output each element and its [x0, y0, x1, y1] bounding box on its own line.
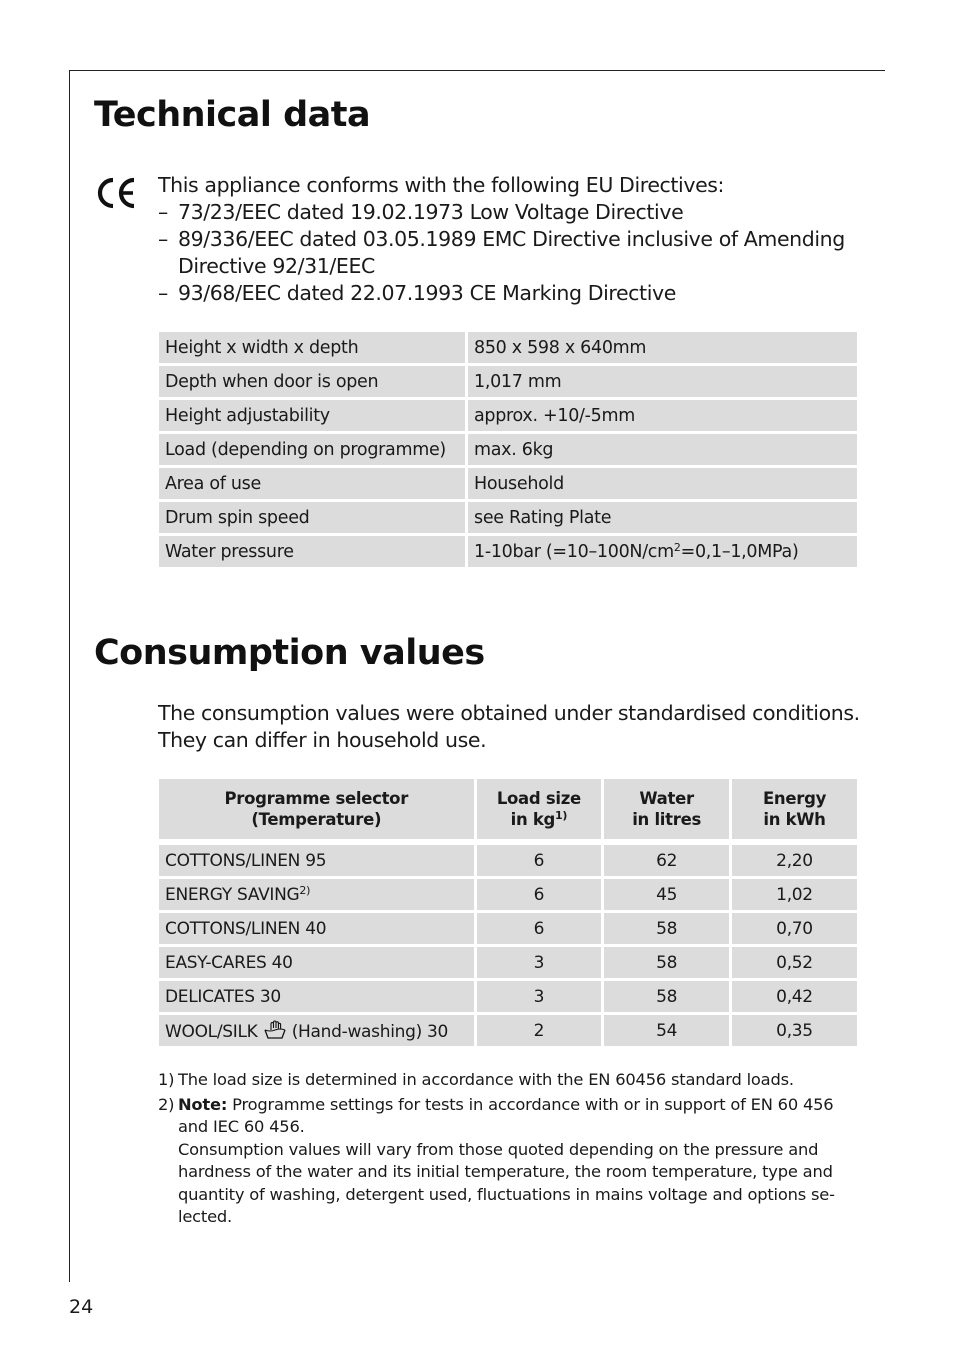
water-cell: 58	[604, 947, 729, 978]
table-row	[159, 1015, 857, 1046]
directive-item: – 89/336/EEC dated 03.05.1989 EMC Directive inclusive of Amending	[158, 227, 845, 251]
technical-data-heading: Technical data	[94, 95, 371, 135]
consumption-values-heading: Consumption values	[94, 633, 485, 673]
water-cell: 58	[604, 981, 729, 1012]
table-row	[159, 400, 857, 431]
table-row	[159, 468, 857, 499]
directives-intro	[158, 172, 878, 307]
programme-cell: ENERGY SAVING$^{2)}$	[159, 879, 474, 910]
spec-value: see Rating Plate	[468, 502, 857, 533]
programme-cell: COTTONS/LINEN 95	[159, 845, 474, 876]
spec-value: 1,017 mm	[468, 366, 857, 397]
load-cell: 3	[477, 981, 602, 1012]
energy-cell: 0,42	[732, 981, 857, 1012]
spec-label: Height x width x depth	[159, 332, 465, 363]
spec-value: approx. +10/-5mm	[468, 400, 857, 431]
spec-label: Height adjustability	[159, 400, 465, 431]
table-row	[159, 366, 857, 397]
water-cell: 54	[604, 1015, 729, 1046]
programme-cell: WOOL/SILK (Hand-washing) 30	[159, 1015, 474, 1046]
left-rule	[69, 70, 70, 1282]
page-number: 24	[69, 1296, 94, 1318]
spec-label: Drum spin speed	[159, 502, 465, 533]
programme-cell: EASY-CARES 40	[159, 947, 474, 978]
header-water: Water in litres	[604, 779, 729, 839]
spec-value: Household	[468, 468, 857, 499]
energy-cell: 0,52	[732, 947, 857, 978]
footnotes	[158, 1069, 858, 1229]
table-row	[159, 332, 857, 363]
spec-label: Water pressure	[159, 536, 465, 567]
programme-cell: DELICATES 30	[159, 981, 474, 1012]
water-cell: 45	[604, 879, 729, 910]
directive-item: – 93/68/EEC dated 22.07.1993 CE Marking Directive	[158, 281, 676, 305]
energy-cell: 2,20	[732, 845, 857, 876]
consumption-description: The consumption values were obtained under standardised conditions. They can differ in household use.	[158, 701, 860, 752]
directive-item-continued: Directive 92/31/EEC	[178, 254, 375, 278]
table-row	[159, 536, 857, 567]
table-row	[159, 502, 857, 533]
table-row	[159, 981, 857, 1012]
ce-mark-icon	[94, 175, 138, 211]
spec-label: Load (depending on programme)	[159, 434, 465, 465]
load-cell: 2	[477, 1015, 602, 1046]
load-cell: 6	[477, 879, 602, 910]
energy-cell: 1,02	[732, 879, 857, 910]
spec-label: Depth when door is open	[159, 366, 465, 397]
table-row	[159, 879, 857, 910]
footnote-1: 1) The load size is determined in accordance with the EN 60456 standard loads.	[158, 1070, 794, 1089]
table-header-row	[159, 779, 857, 839]
table-row	[159, 947, 857, 978]
spec-value: 850 x 598 x 640mm	[468, 332, 857, 363]
energy-cell: 0,70	[732, 913, 857, 944]
water-cell: 62	[604, 845, 729, 876]
spec-value: max. 6kg	[468, 434, 857, 465]
spec-value: 1-10bar $(=10-100N/cm^2=0,1-1,0MPa)$	[468, 536, 857, 567]
load-cell: 3	[477, 947, 602, 978]
header-programme: Programme selector (Temperature)	[159, 779, 474, 839]
directive-item: – 73/23/EEC dated 19.02.1973 Low Voltage Directive	[158, 200, 684, 224]
hand-wash-icon	[263, 1020, 287, 1040]
spec-label: Area of use	[159, 468, 465, 499]
programme-cell: COTTONS/LINEN 40	[159, 913, 474, 944]
load-cell: 6	[477, 913, 602, 944]
intro-line: This appliance conforms with the following EU Directives:	[158, 173, 725, 197]
energy-cell: 0,35	[732, 1015, 857, 1046]
top-rule	[69, 70, 885, 71]
load-cell: 6	[477, 845, 602, 876]
table-row	[159, 913, 857, 944]
water-cell: 58	[604, 913, 729, 944]
footnote-2: 2) Note: Programme settings for tests in accordance with or in support of EN 60 456 and IEC 60 456. Consumption values will vary from those quoted depending on the pressure and hardness of the water and its initial temperature, the room temperature, type and quantity of washing, detergent used, fluctuations in mains voltage and options se-lected.	[158, 1094, 835, 1226]
consumption-table	[156, 776, 860, 1049]
table-row	[159, 434, 857, 465]
table-row	[159, 845, 857, 876]
technical-specs-table	[156, 329, 860, 570]
header-load: Load size in $kg^{1)}$	[477, 779, 602, 839]
header-energy: Energy in kWh	[732, 779, 857, 839]
